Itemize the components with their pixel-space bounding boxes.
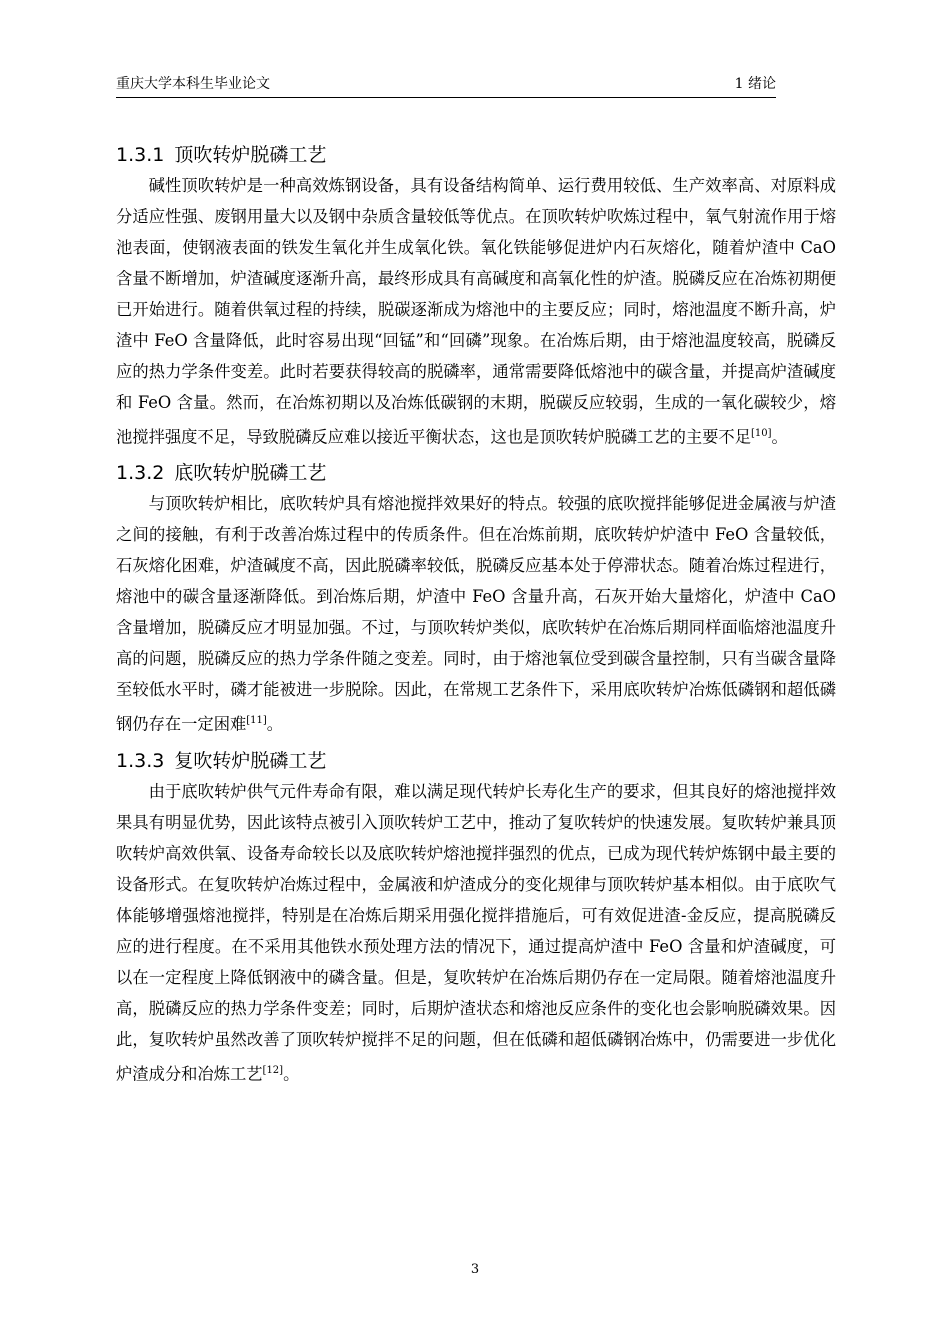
paragraph-end: 。	[266, 714, 284, 734]
header-thesis-title: 重庆大学本科生毕业论文	[116, 76, 270, 92]
section-paragraph	[116, 776, 836, 1089]
section-1-3-2	[116, 458, 836, 739]
paragraph-end: 。	[283, 1064, 300, 1084]
paragraph-end: 。	[771, 427, 788, 447]
section-heading	[116, 746, 836, 776]
section-heading	[116, 140, 836, 170]
section-paragraph	[116, 488, 836, 739]
paragraph-text: 由于底吹转炉供气元件寿命有限，难以满足现代转炉长寿化生产的要求，但其良好的熔池搅拌效果具有明显优势，因此该特点被引入顶吹转炉工艺中，推动了复吹转炉的快速发展。复吹转炉兼具顶吹转炉高效供氧、设备寿命较长以及底吹转炉熔池搅拌强烈的优点，已成为现代转炉炼钢中最主要的设备形式。在复吹转炉冶炼过程中，金属液和炉渣成分的变化规律与顶吹转炉基本相似。由于底吹气体能够增强熔池搅拌，特别是在冶炼后期采用强化搅拌措施后，可有效促进渣-金反应，提高脱磷反应的进行程度。在不采用其他铁水预处理方法的情况下，通过提高炉渣中 FeO 含量和炉渣碱度，可以在一定程度上降低钢液中的磷含量。但是，复吹转炉在冶炼后期仍存在一定局限。随着熔池温度升高，脱磷反应的热力学条件变差；同时，后期炉渣状态和熔池反应条件的变化也会影响脱磷效果。因此，复吹转炉虽然改善了顶吹转炉搅拌不足的问题，但在低磷和超低磷钢冶炼中，仍需要进一步优化炉渣成分和冶炼工艺	[116, 781, 836, 1084]
header-chapter: 1 绪论	[734, 76, 776, 92]
citation-ref: [11]	[246, 715, 267, 727]
section-heading	[116, 458, 836, 488]
paragraph-text: 碱性顶吹转炉是一种高效炼钢设备，具有设备结构简单、运行费用较低、生产效率高、对原料成分适应性强、废钢用量大以及钢中杂质含量较低等优点。在顶吹转炉吹炼过程中，氧气射流作用于熔池表面，使钢液表面的铁发生氧化并生成氧化铁。氧化铁能够促进炉内石灰熔化，随着炉渣中 CaO 含量不断增加，炉渣碱度逐渐升高，最终形成具有高碱度和高氧化性的炉渣。脱磷反应在冶炼初期便已开始进行。随着供氧过程的持续，脱碳逐渐成为熔池中的主要反应；同时，熔池温度不断升高，炉渣中 FeO 含量降低，此时容易出现“回锰”和“回磷”现象。在冶炼后期，由于熔池温度较高，脱磷反应的热力学条件变差。此时若要获得较高的脱磷率，通常需要降低熔池中的碳含量，并提高炉渣碱度和 FeO 含量。然而，在冶炼初期以及冶炼低碳钢的末期，脱碳反应较弱，生成的一氧化碳较少，熔池搅拌强度不足，导致脱磷反应难以接近平衡状态，这也是顶吹转炉脱磷工艺的主要不足	[116, 176, 836, 447]
section-title: 复吹转炉脱磷工艺	[174, 749, 327, 772]
section-1-3-1	[116, 140, 836, 452]
citation-ref: [12]	[262, 1064, 284, 1076]
paragraph-text: 与顶吹转炉相比，底吹转炉具有熔池搅拌效果好的特点。较强的底吹搅拌能够促进金属液与炉渣之间的接触，有利于改善冶炼过程中的传质条件。但在冶炼前期，底吹转炉炉渣中 FeO 含量较低，石灰熔化困难，炉渣碱度不高，因此脱磷率较低，脱磷反应基本处于停滞状态。随着冶炼过程进行，熔池中的碳含量逐渐降低。到冶炼后期，炉渣中 FeO 含量升高，石灰开始大量熔化，炉渣中 CaO 含量增加，脱磷反应才明显加强。不过，与顶吹转炉类似，底吹转炉在冶炼后期同样面临熔池温度升高的问题，脱磷反应的热力学条件随之变差。同时，由于熔池氧位受到碳含量控制，只有当碳含量降至较低水平时，磷才能被进一步脱除。因此，在常规工艺条件下，采用底吹转炉冶炼低磷钢和超低磷钢仍存在一定困难	[116, 494, 836, 734]
citation-ref: [10]	[750, 428, 772, 439]
section-number: 1.3.1	[116, 144, 165, 166]
section-1-3-3	[116, 746, 836, 1089]
section-number: 1.3.2	[116, 462, 165, 485]
section-title: 底吹转炉脱磷工艺	[174, 462, 327, 485]
running-header	[116, 74, 776, 96]
page-number: 3	[470, 1262, 480, 1277]
section-title: 顶吹转炉脱磷工艺	[174, 144, 327, 166]
section-number: 1.3.3	[116, 749, 165, 772]
section-paragraph	[116, 170, 836, 452]
body-content	[116, 140, 836, 1095]
header-rule	[116, 97, 776, 98]
